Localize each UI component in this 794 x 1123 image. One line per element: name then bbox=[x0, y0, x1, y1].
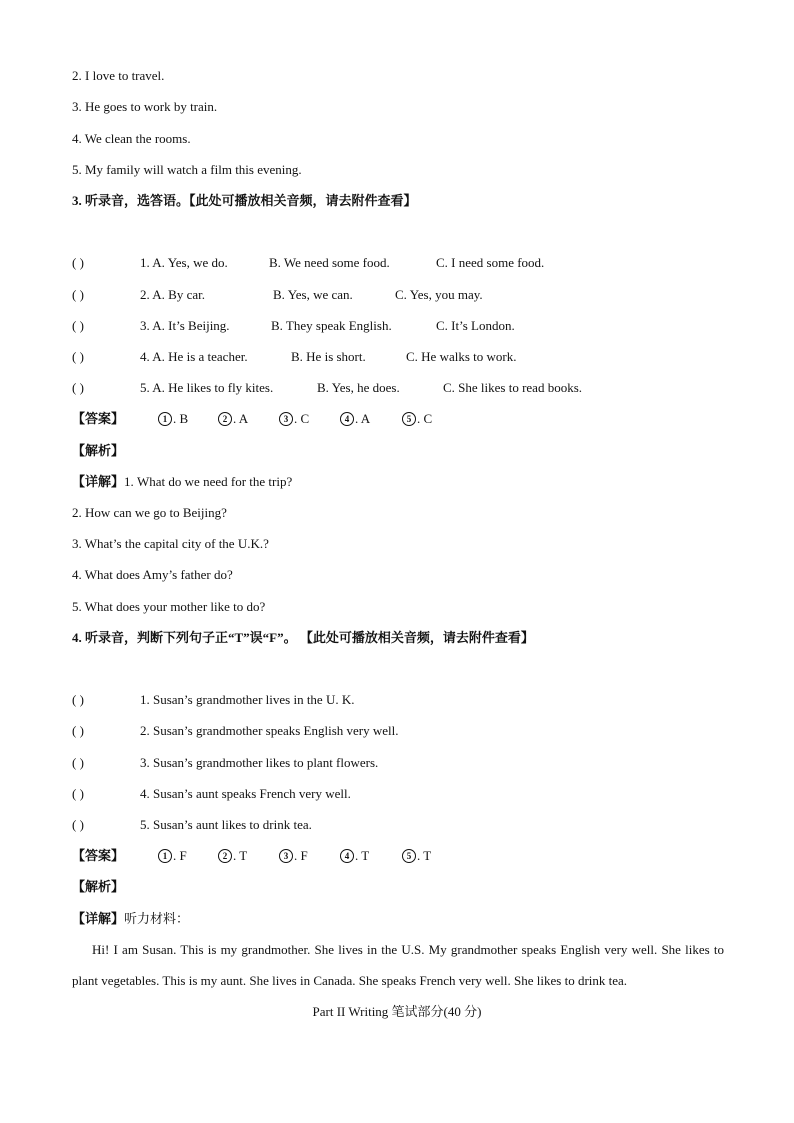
option-a: 3. A. It’s Beijing. bbox=[140, 318, 230, 333]
answer-blank: ( ) bbox=[72, 817, 84, 832]
option-b: B. Yes, we can. bbox=[273, 287, 353, 302]
detail-line: 2. How can we go to Beijing? bbox=[72, 505, 227, 520]
sentence-line: 4. We clean the rooms. bbox=[72, 131, 191, 146]
circled-number: 2 bbox=[218, 849, 232, 863]
option-c: C. He walks to work. bbox=[406, 349, 517, 364]
statement-text: 4. Susan’s aunt speaks French very well. bbox=[140, 786, 351, 801]
answer-item: 5 . T bbox=[402, 848, 431, 864]
section-4-heading: 4. 听录音，判断下列句子正“T”误“F”。 【此处可播放相关音频，请去附件查看】 bbox=[72, 630, 534, 645]
option-b: B. He is short. bbox=[291, 349, 366, 364]
answer-blank: ( ) bbox=[72, 349, 84, 364]
answer-item: 2 . A bbox=[218, 411, 248, 427]
statement-text: 1. Susan’s grandmother lives in the U. K. bbox=[140, 692, 355, 707]
option-b: B. We need some food. bbox=[269, 255, 390, 270]
detail-line: 【详解】听力材料： bbox=[72, 911, 190, 926]
section-3-heading: 3. 听录音，选答语。【此处可播放相关音频，请去附件查看】 bbox=[72, 193, 417, 208]
statement-text: 5. Susan’s aunt likes to drink tea. bbox=[140, 817, 312, 832]
answer-item: 1 . F bbox=[158, 848, 187, 864]
answer-item: 5 . C bbox=[402, 411, 432, 427]
circled-number: 3 bbox=[279, 849, 293, 863]
detail-line: 3. What’s the capital city of the U.K.? bbox=[72, 536, 269, 551]
answer-blank: ( ) bbox=[72, 692, 84, 707]
circled-number: 4 bbox=[340, 412, 354, 426]
sentence-line: 2. I love to travel. bbox=[72, 68, 165, 83]
option-a: 4. A. He is a teacher. bbox=[140, 349, 248, 364]
answer-item: 4 . T bbox=[340, 848, 369, 864]
detail-label: 【详解】 bbox=[72, 911, 125, 926]
answer-blank: ( ) bbox=[72, 287, 84, 302]
listening-passage: Hi! I am Susan. This is my grandmother. She lives in the U.S. My grandmother speaks English very well. She likes to plant vegetables. This is my aunt. She lives in Canada. She speaks French very well. She likes to drink tea. bbox=[72, 942, 724, 988]
answer-blank: ( ) bbox=[72, 318, 84, 333]
statement-text: 2. Susan’s grandmother speaks English very well. bbox=[140, 723, 399, 738]
detail-label: 【详解】 bbox=[72, 474, 125, 489]
circled-number: 1 bbox=[158, 412, 172, 426]
option-a: 2. A. By car. bbox=[140, 287, 205, 302]
detail-line: 5. What does your mother like to do? bbox=[72, 599, 266, 614]
part-2-heading: Part II Writing 笔试部分(40 分) bbox=[312, 1004, 482, 1019]
answer-blank: ( ) bbox=[72, 755, 84, 770]
answer-item: 2 . T bbox=[218, 848, 247, 864]
answer-item: 3 . F bbox=[279, 848, 308, 864]
answer-label: 【答案】 bbox=[72, 848, 125, 863]
option-c: C. I need some food. bbox=[436, 255, 545, 270]
option-a: 5. A. He likes to fly kites. bbox=[140, 380, 274, 395]
answer-blank: ( ) bbox=[72, 723, 84, 738]
option-c: C. Yes, you may. bbox=[395, 287, 483, 302]
circled-number: 5 bbox=[402, 412, 416, 426]
answer-item: 4 . A bbox=[340, 411, 370, 427]
circled-number: 1 bbox=[158, 849, 172, 863]
sentence-line: 3. He goes to work by train. bbox=[72, 99, 218, 114]
statement-text: 3. Susan’s grandmother likes to plant flowers. bbox=[140, 755, 379, 770]
analysis-label: 【解析】 bbox=[72, 443, 125, 458]
option-a: 1. A. Yes, we do. bbox=[140, 255, 228, 270]
circled-number: 3 bbox=[279, 412, 293, 426]
sentence-line: 5. My family will watch a film this evening. bbox=[72, 162, 302, 177]
circled-number: 5 bbox=[402, 849, 416, 863]
option-b: B. They speak English. bbox=[271, 318, 392, 333]
option-c: C. She likes to read books. bbox=[443, 380, 583, 395]
answer-label: 【答案】 bbox=[72, 411, 125, 426]
circled-number: 4 bbox=[340, 849, 354, 863]
analysis-label: 【解析】 bbox=[72, 879, 125, 894]
option-b: B. Yes, he does. bbox=[317, 380, 400, 395]
answer-item: 3 . C bbox=[279, 411, 309, 427]
answer-item: 1 . B bbox=[158, 411, 188, 427]
circled-number: 2 bbox=[218, 412, 232, 426]
option-c: C. It’s London. bbox=[436, 318, 515, 333]
answer-blank: ( ) bbox=[72, 255, 84, 270]
detail-line: 【详解】1. What do we need for the trip? bbox=[72, 474, 293, 489]
detail-line: 4. What does Amy’s father do? bbox=[72, 567, 233, 582]
answer-blank: ( ) bbox=[72, 786, 84, 801]
answer-blank: ( ) bbox=[72, 380, 84, 395]
